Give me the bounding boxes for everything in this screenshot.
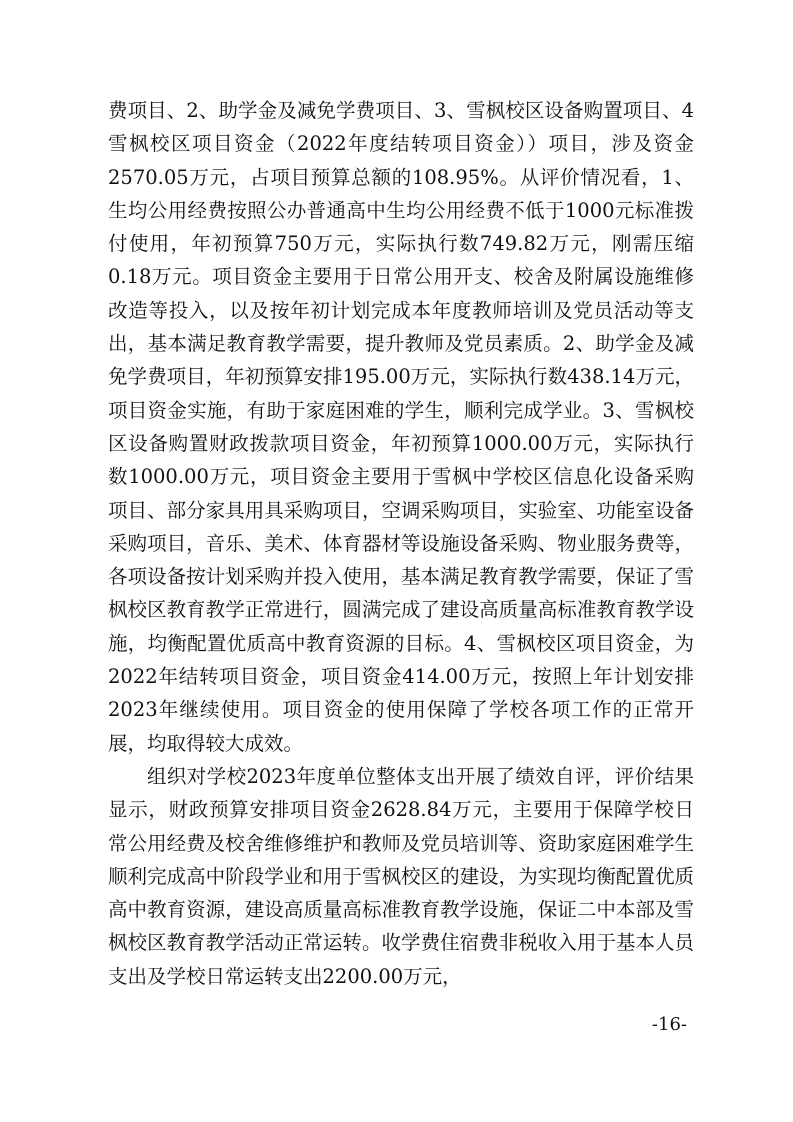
document-body — [108, 94, 694, 993]
paragraph-project-evaluation: 费项目、2、助学金及减免学费项目、3、雪枫校区设备购置项目、4雪枫校区项目资金（2022年度结转项目资金））项目，涉及资金2570.05万元，占项目预算总额的108.95%。从评价情况看，1、生均公用经费按照公办普通高中生均公用经费不低于1000元标准拨付使用，年初预算750万元，实际执行数749.82万元，刚需压缩0.18万元。项目资金主要用于日常公用开支、校舍及附属设施维修改造等投入，以及按年初计划完成本年度教师培训及党员活动等支出，基本满足教育教学需要，提升教师及党员素质。2、助学金及减免学费项目，年初预算安排195.00万元，实际执行数438.14万元，项目资金实施，有助于家庭困难的学生，顺利完成学业。3、雪枫校区设备购置财政拨款项目资金，年初预算1000.00万元，实际执行数1000.00万元，项目资金主要用于雪枫中学校区信息化设备采购项目、部分家具用具采购项目，空调采购项目，实验室、功能室设备采购项目，音乐、美术、体育器材等设施设备采购、物业服务费等，各项设备按计划采购并投入使用，基本满足教育教学需要，保证了雪枫校区教育教学正常进行，圆满完成了建设高质量高标准教育教学设施，均衡配置优质高中教育资源的目标。4、雪枫校区项目资金，为2022年结转项目资金，项目资金414.00万元，按照上年计划安排2023年继续使用。项目资金的使用保障了学校各项工作的正常开展，均取得较大成效。 — [108, 99, 694, 755]
paragraph-overall-self-evaluation: 组织对学校2023年度单位整体支出开展了绩效自评，评价结果显示，财政预算安排项目资金2628.84万元，主要用于保障学校日常公用经费及校舍维修维护和教师及党员培训等、资助家庭困难学生顺利完成高中阶段学业和用于雪枫校区的建设，为实现均衡配置优质高中教育资源，建设高质量高标准教育教学设施，保证二中本部及雪枫校区教育教学活动正常运转。收学费住宿费非税收入用于基本人员支出及学校日常运转支出2200.00万元， — [108, 764, 694, 988]
page-number: -16- — [651, 1014, 687, 1035]
